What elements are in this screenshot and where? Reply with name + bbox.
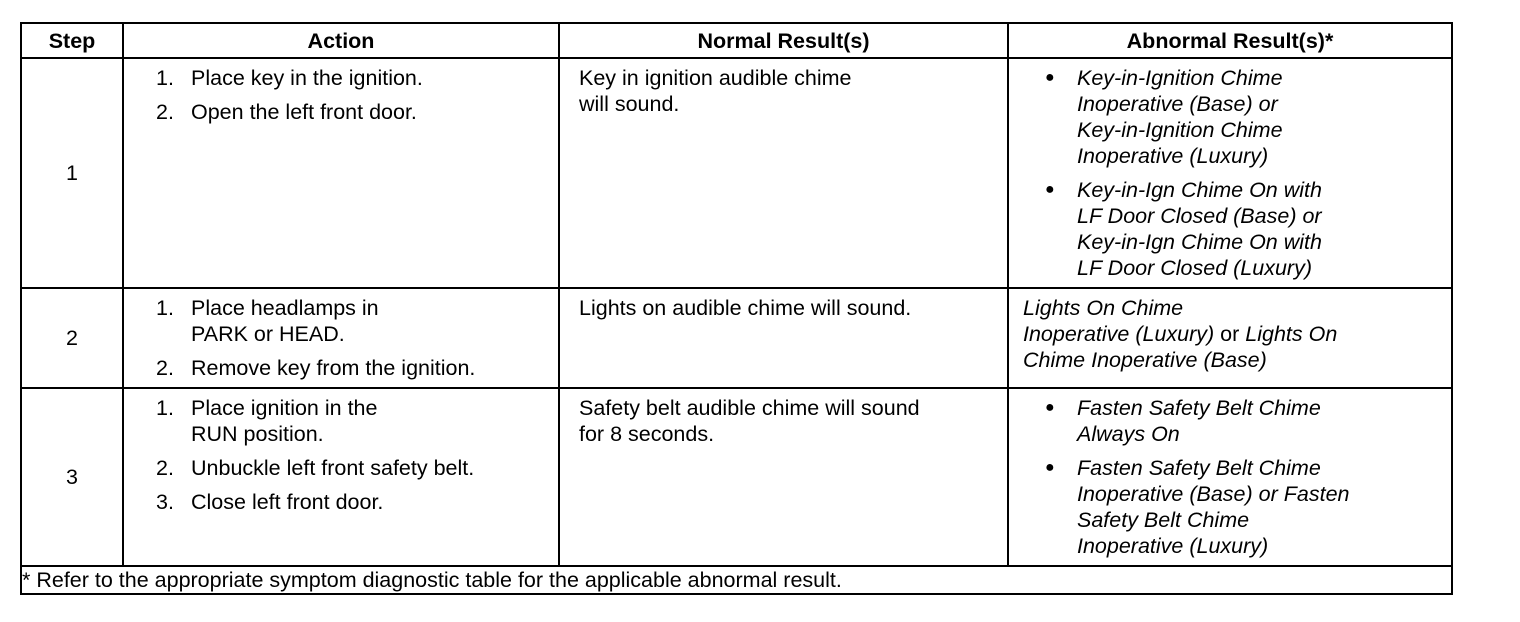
normal-result-text: Lights on audible chime will sound.	[579, 296, 912, 320]
abnormal-result-run: or	[1214, 322, 1246, 346]
normal-result-cell	[559, 58, 1008, 288]
action-list	[142, 395, 546, 515]
normal-result-text: Key in ignition audible chime will sound.	[579, 66, 852, 116]
abnormal-result-list	[1015, 395, 1439, 559]
bullet-icon: ●	[1045, 181, 1055, 198]
action-item-text: Close left front door.	[191, 490, 384, 514]
action-list	[142, 65, 546, 125]
abnormal-result-item	[1045, 395, 1439, 447]
abnormal-result-run: Key-in-Ign Chime On with LF Door Closed (Luxury)	[1077, 230, 1322, 280]
bullet-icon: ●	[1045, 459, 1055, 476]
abnormal-result-run: or	[1252, 92, 1278, 116]
action-item-text: Unbuckle left front safety belt.	[191, 456, 475, 480]
header-abnormal-results: Abnormal Result(s)*	[1008, 23, 1452, 58]
abnormal-result-run: Lights On Chime Inoperative (Luxury)	[1023, 296, 1215, 346]
action-item	[156, 99, 546, 125]
abnormal-result-run: Fasten Safety Belt Chime Always On	[1077, 396, 1321, 446]
abnormal-result-run: Key-in-Ign Chime On with LF Door Closed (Base)	[1077, 178, 1322, 228]
table-row	[21, 58, 1452, 288]
step-number: 3	[21, 388, 123, 566]
step-number: 1	[21, 58, 123, 288]
action-list	[142, 295, 546, 381]
abnormal-result-cell	[1008, 388, 1452, 566]
action-item-number: 1.	[156, 66, 174, 90]
normal-result-cell	[559, 288, 1008, 388]
action-cell	[123, 388, 559, 566]
diagnostic-table	[20, 22, 1453, 595]
footnote-row	[21, 566, 1452, 594]
abnormal-result-cell	[1008, 288, 1452, 388]
action-cell	[123, 58, 559, 288]
abnormal-result-run: or	[1296, 204, 1322, 228]
bullet-icon: ●	[1045, 69, 1055, 86]
action-item-number: 2.	[156, 356, 174, 380]
header-normal-results: Normal Result(s)	[559, 23, 1008, 58]
header-action: Action	[123, 23, 559, 58]
normal-result-text: Safety belt audible chime will sound for 8 seconds.	[579, 396, 920, 446]
header-row	[21, 23, 1452, 58]
abnormal-result-run: Lights On Chime Inoperative (Base)	[1023, 322, 1338, 372]
action-item-text: Place headlamps in PARK or HEAD.	[191, 296, 379, 346]
table-row	[21, 288, 1452, 388]
action-item	[156, 295, 546, 347]
abnormal-result-run: Fasten Safety Belt Chime Inoperative (Luxury)	[1077, 482, 1350, 558]
action-item-text: Remove key from the ignition.	[191, 356, 476, 380]
action-item	[156, 65, 546, 91]
abnormal-result-run: Key-in-Ignition Chime Inoperative (Luxury)	[1077, 118, 1283, 168]
abnormal-result-cell	[1008, 58, 1452, 288]
normal-result-cell	[559, 388, 1008, 566]
table-row	[21, 388, 1452, 566]
action-item-number: 2.	[156, 100, 174, 124]
action-item-number: 2.	[156, 456, 174, 480]
bullet-icon: ●	[1045, 399, 1055, 416]
abnormal-result-list	[1015, 65, 1439, 281]
abnormal-result-run: Key-in-Ignition Chime Inoperative (Base)	[1077, 66, 1283, 116]
abnormal-result-run: Fasten Safety Belt Chime Inoperative (Base)	[1077, 456, 1321, 506]
action-item	[156, 489, 546, 515]
action-item	[156, 455, 546, 481]
action-item-text: Open the left front door.	[191, 100, 417, 124]
action-item-number: 3.	[156, 490, 174, 514]
footnote: * Refer to the appropriate symptom diagnostic table for the applicable abnormal result.	[21, 566, 1452, 594]
action-item-text: Place key in the ignition.	[191, 66, 423, 90]
abnormal-result-item	[1045, 455, 1439, 559]
step-number: 2	[21, 288, 123, 388]
action-item-number: 1.	[156, 396, 174, 420]
abnormal-result-item	[1045, 177, 1439, 281]
action-cell	[123, 288, 559, 388]
abnormal-result-run: or	[1252, 482, 1284, 506]
action-item	[156, 395, 546, 447]
header-step: Step	[21, 23, 123, 58]
abnormal-result-text	[1009, 289, 1451, 379]
action-item-text: Place ignition in the RUN position.	[191, 396, 378, 446]
action-item	[156, 355, 546, 381]
action-item-number: 1.	[156, 296, 174, 320]
abnormal-result-item	[1045, 65, 1439, 169]
